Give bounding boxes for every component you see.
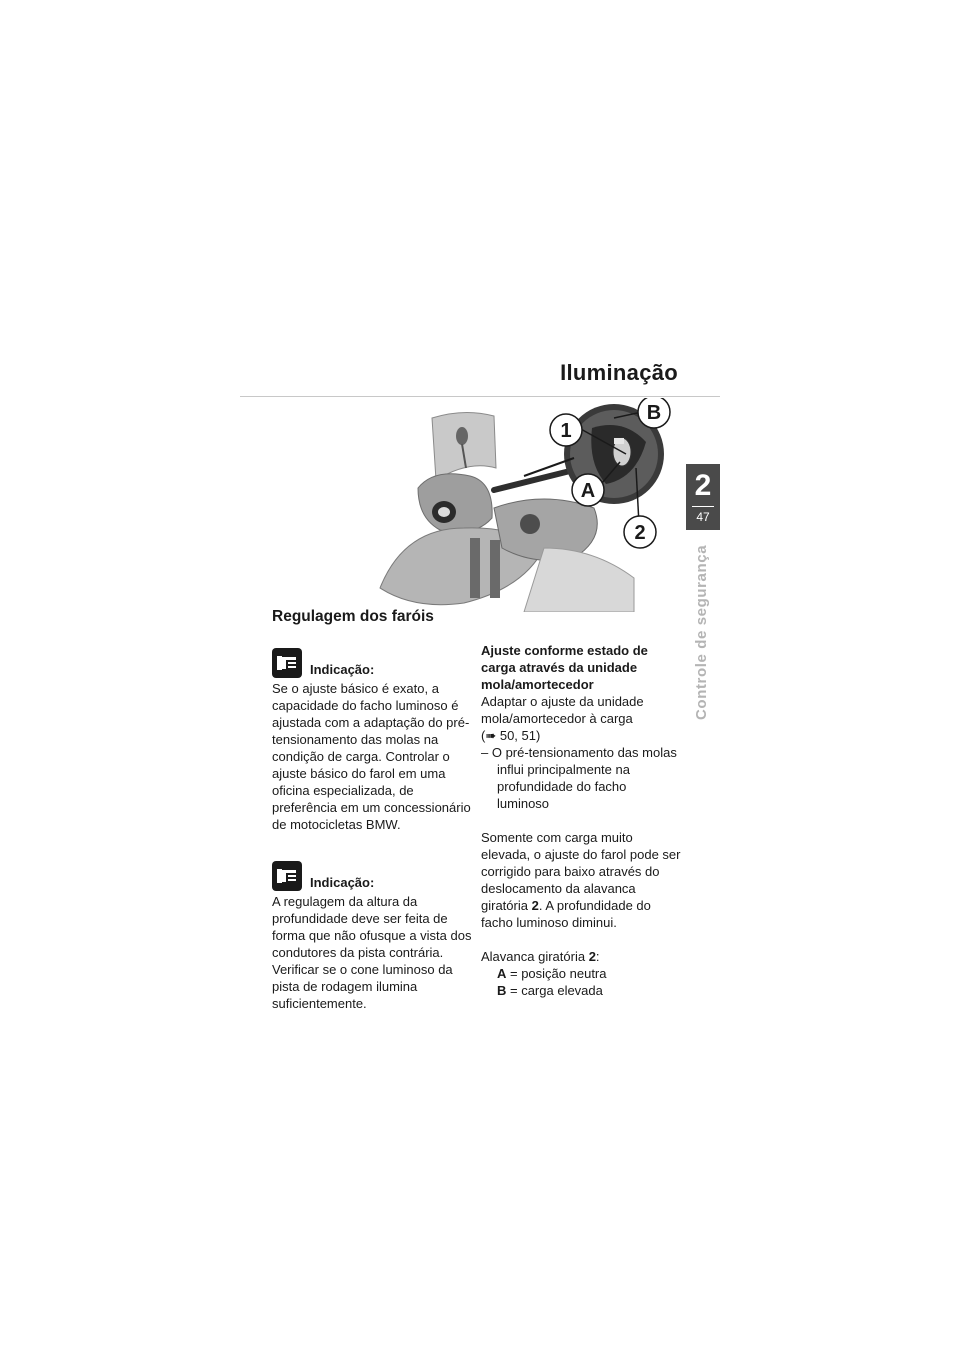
page-number: 47 <box>696 510 710 524</box>
chapter-tab <box>686 464 720 530</box>
option-b-text: = carga elevada <box>506 983 603 998</box>
title-divider <box>240 396 720 397</box>
option-a <box>481 965 681 982</box>
note-hand-icon <box>272 648 302 678</box>
procedure-paragraph <box>481 829 681 931</box>
note-2-header <box>272 861 474 891</box>
note-2-text: A regulagem da altura da profundidade deve ser feita de forma que não ofusque a vista dos condutores da pista contrária. Verificar se o cone luminoso da pista de rodagem ilumina suficientemente. <box>272 894 472 1011</box>
page-title: Iluminação <box>560 360 678 385</box>
note-2-label: Indicação: <box>310 875 375 890</box>
callout-a: A <box>580 480 596 502</box>
paragraph-ref: 2 <box>531 898 539 913</box>
note-1-label: Indicação: <box>310 662 375 677</box>
lever-ref: 2 <box>588 949 596 964</box>
chapter-section-label: Controle de segurança <box>693 544 710 720</box>
lever-colon: : <box>595 949 600 964</box>
option-a-key: A <box>497 966 507 981</box>
motorcycle-figure <box>374 398 680 612</box>
option-b <box>481 982 681 999</box>
option-b-key: B <box>497 983 507 998</box>
note-1-text: Se o ajuste básico é exato, a capacidade do facho luminoso é ajustada com a adaptação do pré-tensionamento das molas na condição de carga. Controlar o ajuste básico do farol em uma oficina especializada, de preferência em um concessionário de motocicletas BMW. <box>272 681 471 832</box>
lever-label: Alavanca giratória <box>481 949 586 964</box>
callout-2: 2 <box>634 522 646 544</box>
paragraph-text: Somente com carga muito elevada, o ajuste do farol pode ser corrigido para baixo através do deslocamento da alavanca giratória <box>481 830 681 913</box>
right-column <box>481 642 681 999</box>
motorcycle-illustration <box>374 398 680 612</box>
paragraph-end: . A profundidade do facho luminoso diminui. <box>481 898 651 930</box>
procedure-intro: Adaptar o ajuste da unidade mola/amortecedor à carga <box>481 694 644 726</box>
procedure-reference: (➠ 50, 51) <box>481 728 541 743</box>
chapter-number: 2 <box>694 469 712 502</box>
note-hand-icon <box>272 861 302 891</box>
callout-b: B <box>646 402 662 424</box>
section-heading: Regulagem dos faróis <box>272 608 434 625</box>
procedure-bullet: – O pré-tensionamento das molas influi principalmente na profundidade do facho luminoso <box>481 745 677 811</box>
left-column <box>272 642 474 1012</box>
callout-1: 1 <box>560 420 572 442</box>
lever-label-line <box>481 948 681 965</box>
note-1-header <box>272 648 474 678</box>
procedure-heading: Ajuste conforme estado de carga através da unidade mola/amortecedor <box>481 643 648 692</box>
option-a-text: = posição neutra <box>506 966 607 981</box>
